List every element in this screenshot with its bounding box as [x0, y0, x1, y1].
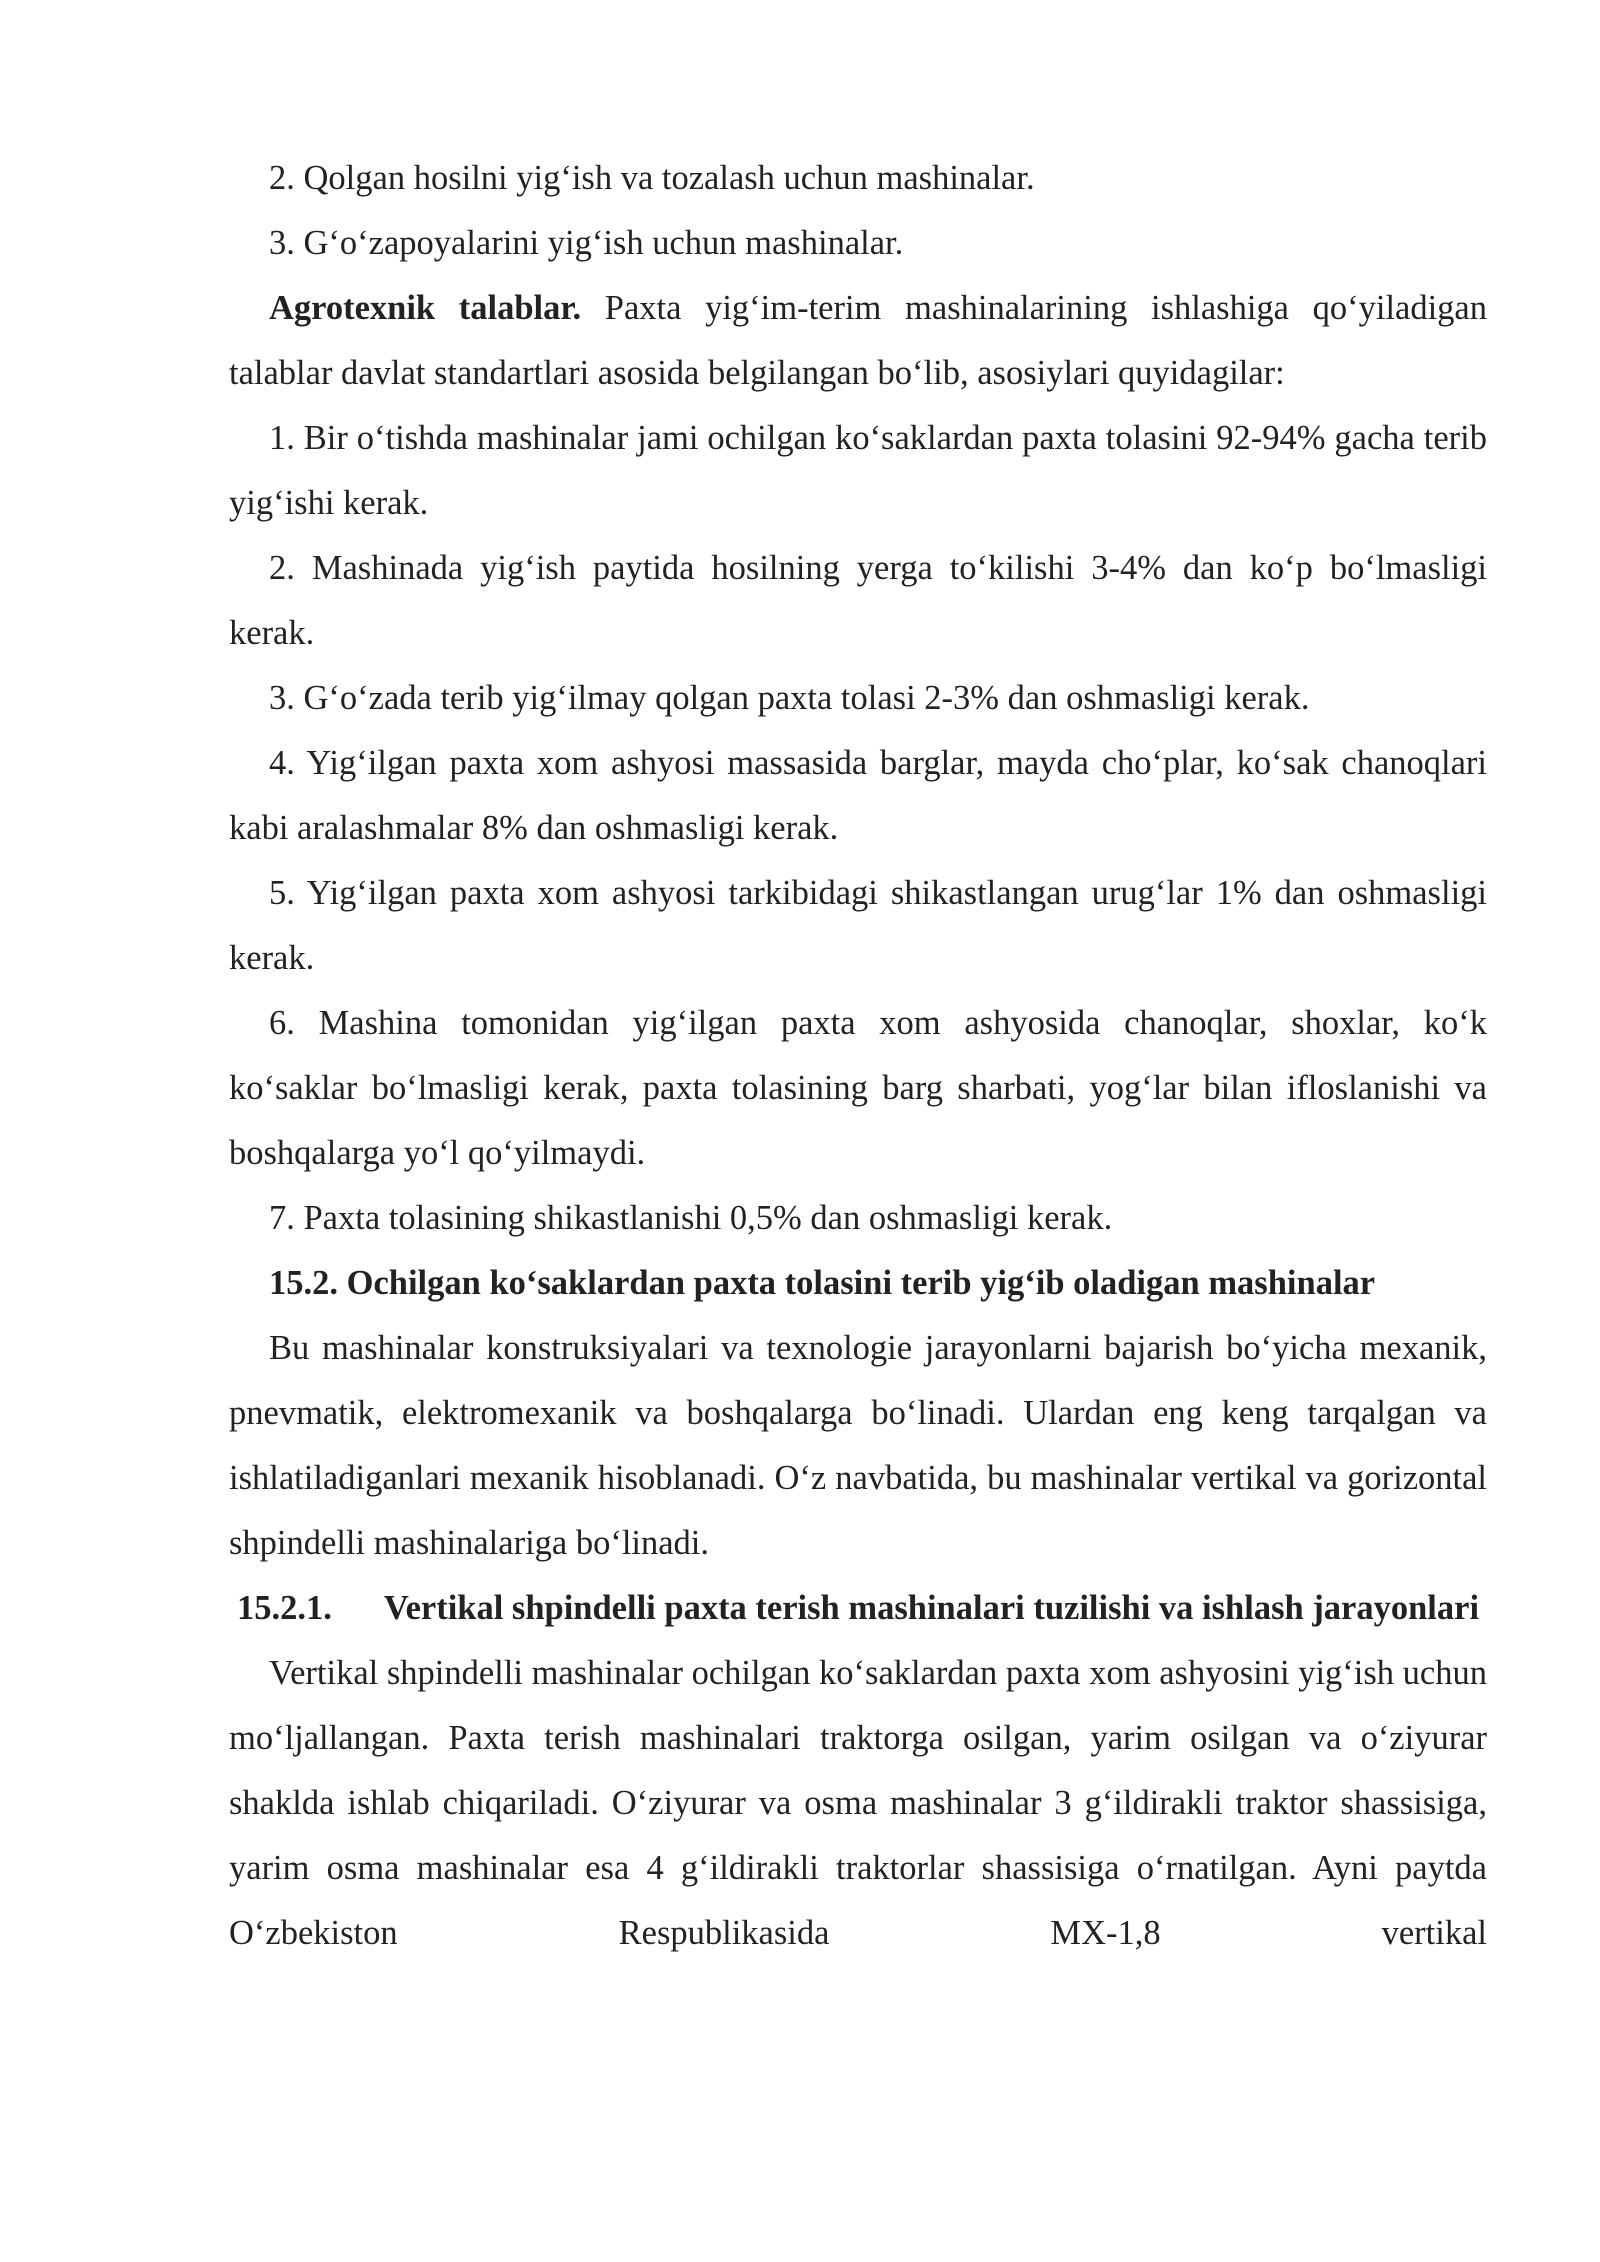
- list-item: 2. Qolgan hosilni yig‘ish va tozalash uchun mashinalar.: [269, 159, 1035, 197]
- subsection-paragraph: Vertikal shpindelli mashinalar ochilgan ko‘saklardan paxta xom ashyosini yig‘ish uchun mo‘ljallangan. Paxta terish mashinalari traktorga osilgan, yarim osilgan va o‘ziyurar shaklda ishlab chiqariladi. O‘ziyurar va osma mashinalar 3 g‘ildirakli traktor shassisiga, yarim osma mashinalar esa 4 g‘ildirakli traktorlar shassisiga o‘rnatilgan. Ayni paytda O‘zbekiston Respublikasida MX-1,8 vertikal: [229, 1654, 1487, 1952]
- subsection-title: Vertikal shpindelli paxta terish mashinalari tuzilishi va ishlash jarayonlari: [383, 1589, 1480, 1627]
- agrotech-paragraph: [229, 276, 1487, 406]
- list-item: 3. G‘o‘zapoyalarini yig‘ish uchun mashinalar.: [269, 224, 904, 262]
- requirement-item: 1. Bir o‘tishda mashinalar jami ochilgan ko‘saklardan paxta tolasini 92-94% gacha terib yig‘ishi kerak.: [229, 419, 1487, 522]
- section-heading: 15.2. Ochilgan ko‘saklardan paxta tolasini terib yig‘ib oladigan mashinalar: [269, 1264, 1376, 1302]
- document-page: [229, 146, 1487, 1966]
- requirement-item: 2. Mashinada yig‘ish paytida hosilning yerga to‘kilishi 3-4% dan ko‘p bo‘lmasligi kerak.: [229, 549, 1487, 652]
- requirement-item: 6. Mashina tomonidan yig‘ilgan paxta xom ashyosida chanoqlar, shoxlar, ko‘k ko‘saklar bo‘lmasligi kerak, paxta tolasining barg sharbati, yog‘lar bilan ifloslanishi va boshqalarga yo‘l qo‘yilmaydi.: [229, 1004, 1487, 1172]
- subsection-heading: [229, 1576, 1487, 1641]
- requirement-item: 4. Yig‘ilgan paxta xom ashyosi massasida barglar, mayda cho‘plar, ko‘sak chanoqlari kabi aralashmalar 8% dan oshmasligi kerak.: [229, 744, 1487, 847]
- section-paragraph: Bu mashinalar konstruksiyalari va texnologie jarayonlarni bajarish bo‘yicha mexanik, pnevmatik, elektromexanik va boshqalarga bo‘linadi. Ulardan eng keng tarqalgan va ishlatiladiganlari mexanik hisoblanadi. O‘z navbatida, bu mashinalar vertikal va gorizontal shpindelli mashinalariga bo‘linadi.: [229, 1329, 1487, 1562]
- requirement-item: 5. Yig‘ilgan paxta xom ashyosi tarkibidagi shikastlangan urug‘lar 1% dan oshmasligi kerak.: [229, 874, 1487, 977]
- agrotech-label: Agrotexnik talablar.: [269, 289, 582, 327]
- requirement-item: 3. G‘o‘zada terib yig‘ilmay qolgan paxta tolasi 2-3% dan oshmasligi kerak.: [269, 679, 1310, 717]
- requirement-item: 7. Paxta tolasining shikastlanishi 0,5% dan oshmasligi kerak.: [269, 1199, 1113, 1237]
- agrotech-text: Paxta yig‘im-terim mashinalarining ishlashiga qo‘yiladigan talablar davlat standartlari asosida belgilangan bo‘lib, asosiylari quyidagilar:: [229, 289, 1487, 392]
- subsection-number: 15.2.1.: [236, 1589, 332, 1627]
